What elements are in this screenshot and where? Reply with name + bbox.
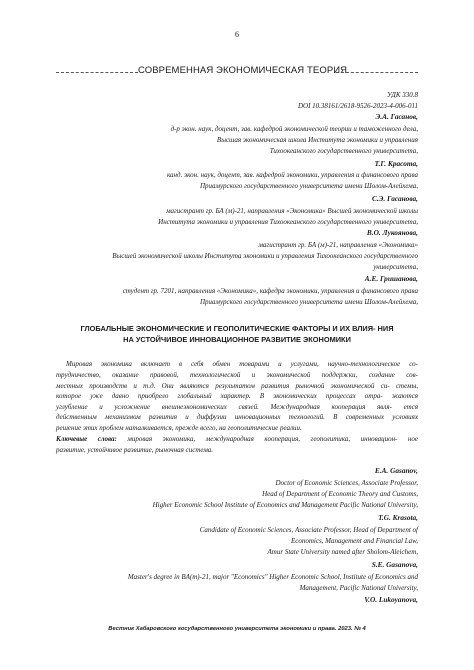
abstract-line: которое уже давно приобрело глобальный характер. В экономических процессах отра- жаются xyxy=(56,392,418,400)
author-affiliation: д-р экон. наук, доцент, зав. кафедрой экономической теории и таможенного дела, xyxy=(170,125,418,133)
author-name: С.Э. Гасанова, xyxy=(371,194,418,203)
author-affiliation: Приамурского государственного университета имени Шолом-Алейхема, xyxy=(199,182,418,190)
abstract-line: решение этих проблем наталкивается, прежде всего, на геополитические реалии. xyxy=(56,424,302,432)
author-affiliation: Doctor of Economic Sciences, Associate Professor, xyxy=(275,479,418,487)
author-name: В.О. Лукоянова, xyxy=(366,228,418,237)
header-rule-left xyxy=(56,72,138,73)
author-affiliation: университета, xyxy=(373,263,418,271)
author-affiliation: Тихоокеанского государственного университета, xyxy=(269,147,418,155)
author-affiliation: магистрант гр. БА (м)-21, направления «Экономика» Высшей экономической школы xyxy=(166,207,418,215)
journal-footer: Вестник Хабаровского государственного университета экономики и права. 2023. № 4 xyxy=(108,626,366,632)
author-affiliation: Candidate of Economic Sciences, Associate Professor, Head of Department of xyxy=(199,526,418,534)
abstract-line: углубление и усложнение внешнеэкономических связей. Международная кооперация явля- ется xyxy=(56,403,418,411)
doi: DOI 10.38161/2618-9526-2023-4-006-011 xyxy=(297,102,418,110)
article-title: ГЛОБАЛЬНЫЕ ЭКОНОМИЧЕСКИЕ И ГЕОПОЛИТИЧЕСКИЕ ФАКТОРЫ И ИХ ВЛИЯ- НИЯ xyxy=(80,324,394,333)
author-affiliation: Management, Pacific National University, xyxy=(299,584,418,592)
abstract-line: трудничество, оказание правовой, технологической и экономической поддержки, создание сов- xyxy=(56,371,418,379)
author-affiliation: Высшей экономической школы Института экономики и управления Тихоокеанского государственного xyxy=(112,252,418,260)
header-rule-right xyxy=(336,72,418,73)
journal-title: СОВРЕМЕННАЯ ЭКОНОМИЧЕСКАЯ ТЕОРИЯ xyxy=(138,65,348,76)
author-affiliation: Head of Department of Economic Theory and Customs, xyxy=(262,490,418,498)
udk-code: УДК 330.8 xyxy=(386,91,418,99)
author-affiliation: Приамурского государственного университета имени Шолом-Алейхема, xyxy=(199,298,418,306)
author-affiliation: Института экономики и управления Тихоокеанского государственного университета, xyxy=(158,218,418,226)
abstract-line: Мировая экономика включает в себя обмен товарами и услугами, научно-технологическое со- xyxy=(66,360,418,368)
author-affiliation: Master's degree in BA(m)-21, major "Economics" Higher Economic School, Institute of Economics and xyxy=(127,573,418,581)
author-name: E.A. Gasanov, xyxy=(374,466,418,475)
author-name: V.O. Lukoyanova, xyxy=(364,595,418,604)
keywords-text: мировая экономика, международная кооперация, геополитика, инновацион- ное xyxy=(116,435,418,443)
author-name: Т.Г. Красота, xyxy=(374,159,418,168)
keywords-line xyxy=(56,434,418,444)
journal-header xyxy=(56,65,418,79)
author-affiliation: студент гр. 7201, направления «Экономика», кафедра экономики, управления и финансового права xyxy=(122,287,418,295)
author-name: T.G. Krasota, xyxy=(378,513,418,522)
article-title: НА УСТОЙЧИВОЕ ИННОВАЦИОННОЕ РАЗВИТИЕ ЭКОНОМИКИ xyxy=(123,335,351,344)
author-affiliation: Economics, Management and Financial Law, xyxy=(290,537,418,545)
author-affiliation: Высшая экономическая школа Института экономики и управления xyxy=(216,136,418,144)
keywords-label: Ключевые слова: xyxy=(56,435,117,443)
keywords-line: развитие, устойчивое развитие, рыночная система. xyxy=(56,446,214,454)
abstract-line: местных производств и т.д. Они являются результатом развития рыночной экономической си- стемы, xyxy=(56,382,418,390)
author-name: А.Е. Гришанова, xyxy=(364,274,418,283)
author-name: S.E. Gasanova, xyxy=(371,560,418,569)
author-affiliation: магистрант гр. БА (м)-21, направления «Экономика» xyxy=(258,241,418,249)
abstract-line: действенным механизмом развития и диффузии инновационных технологий. В современных условиях xyxy=(56,413,418,421)
page-number: 6 xyxy=(235,30,239,39)
author-affiliation: канд. экон. наук, доцент, зав. кафедрой экономики, управления и финансового права xyxy=(166,171,418,179)
author-affiliation: Amur State University named after Sholom-Aleichem, xyxy=(267,548,418,556)
author-name: Э.А. Гасанов, xyxy=(375,112,418,121)
author-affiliation: Higher Economic School Institute of Economics and Management Pacific National University, xyxy=(152,501,418,509)
